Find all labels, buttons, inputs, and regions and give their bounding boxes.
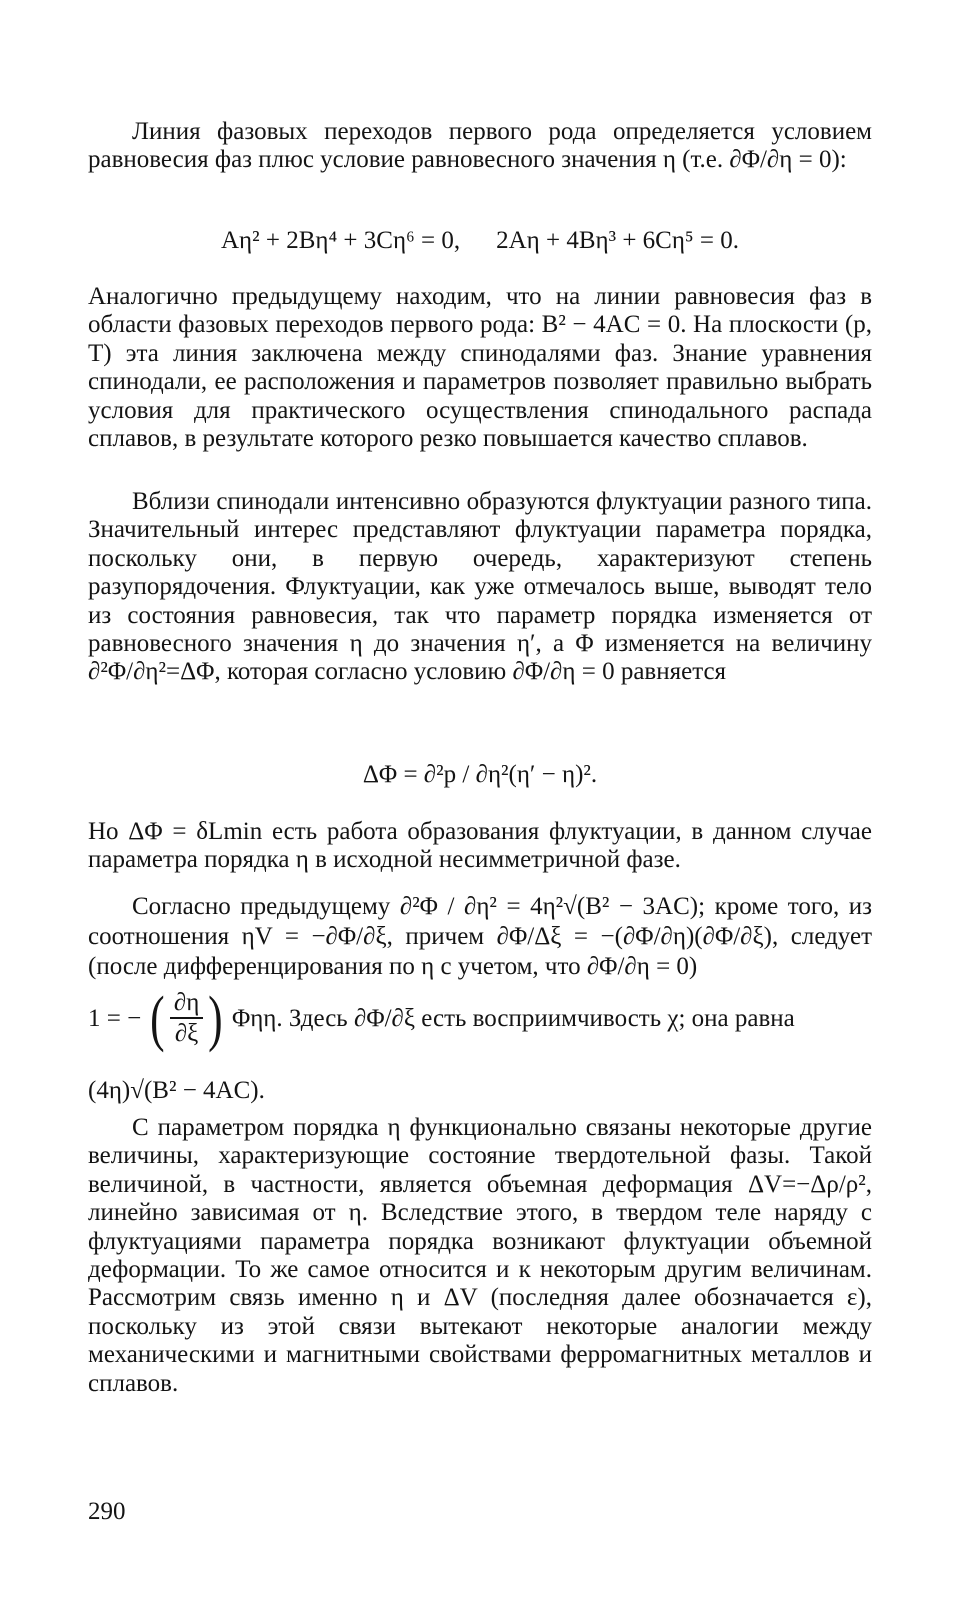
equation-susceptibility-value: (4η)√(B² − 4AC). [88, 1077, 265, 1104]
fraction-numerator: ∂η [173, 989, 200, 1017]
paragraph-phase-transition-line: Линия фазовых переходов первого рода определяется условием равновесия фаз плюс условие равновесного значения η (т.е. ∂Φ/∂η = 0): [88, 118, 872, 174]
equation-delta-phi: ΔΦ = ∂²p / ∂η²(η′ − η)². [362, 761, 598, 788]
right-paren: ) [208, 985, 223, 1053]
paragraph-spinodal: Аналогично предыдущему находим, что на линии равновесия фаз в области фазовых переходов первого рода: B² − 4AC = 0. На плоскости (p, T) эта линия заключена между спинодалями фаз. Знание уравнения спинодали, ее расположения и параметров позволяет правильно выбрать условия для практического осуществления спинодального распада сплавов, в результате которого резко повышается качество сплавов. [88, 283, 872, 453]
equation-susceptibility [88, 985, 872, 1053]
paragraph-susceptibility-derivation: Согласно предыдущему ∂²Φ / ∂η² = 4η²√(B² − 3AC); кроме того, из соотношения ηV = −∂Φ/∂ξ, причем ∂Φ/Δξ = −(∂Φ/∂η)(∂Φ/∂ξ), следует (после дифференцирования по η с учетом, что ∂Φ/∂η = 0) [88, 893, 872, 980]
paragraph-work-of-fluctuation: Но ΔΦ = δLmin есть работа образования флуктуации, в данном случае параметра порядка η в исходной несимметричной фазе. [88, 818, 872, 874]
fraction-denominator: ∂ξ [174, 1019, 199, 1047]
left-paren: ( [150, 985, 165, 1053]
equation-first: Aη² + 2Bη⁴ + 3Cη⁶ = 0, [221, 227, 461, 254]
equation-rest-text: Φηη. Здесь ∂Φ/∂ξ есть восприимчивость χ; она равна [231, 1005, 795, 1032]
equation-lhs: 1 = − [88, 1005, 142, 1032]
equation-second: 2Aη + 4Bη³ + 6Cη⁵ = 0. [496, 227, 739, 254]
paragraph-volume-deformation: С параметром порядка η функционально связаны некоторые другие величины, характеризующие состояние твердотельной фазы. Такой величиной, в частности, является объемная деформация ΔV=−Δρ/ρ², линейно зависимая от η. Вследствие этого, в твердом теле наряду с флуктуациями параметра порядка возникают флуктуации объемной деформации. То же самое относится и к некоторым другим величинам. Рассмотрим связь именно η и ΔV (последняя далее обозначается ε), поскольку из этой связи вытекают некоторые аналогии между механическими и магнитными свойствами ферромагнитных металлов и сплавов. [88, 1114, 872, 1397]
paragraph-fluctuations: Вблизи спинодали интенсивно образуются флуктуации разного типа. Значительный интерес представляют флуктуации параметра порядка, поскольку они, в первую очередь, характеризуют степень разупорядочения. Флуктуации, как уже отмечалось выше, выводят тело из состояния равновесия, так что параметр порядка изменяется от равновесного значения η до значения η′, а Φ изменяется на величину ∂²Φ/∂η²=ΔΦ, которая согласно условию ∂Φ/∂η = 0 равняется [88, 488, 872, 686]
derivative-fraction [147, 985, 226, 1053]
equilibrium-equations [88, 226, 872, 256]
page-number: 290 [88, 1498, 126, 1525]
